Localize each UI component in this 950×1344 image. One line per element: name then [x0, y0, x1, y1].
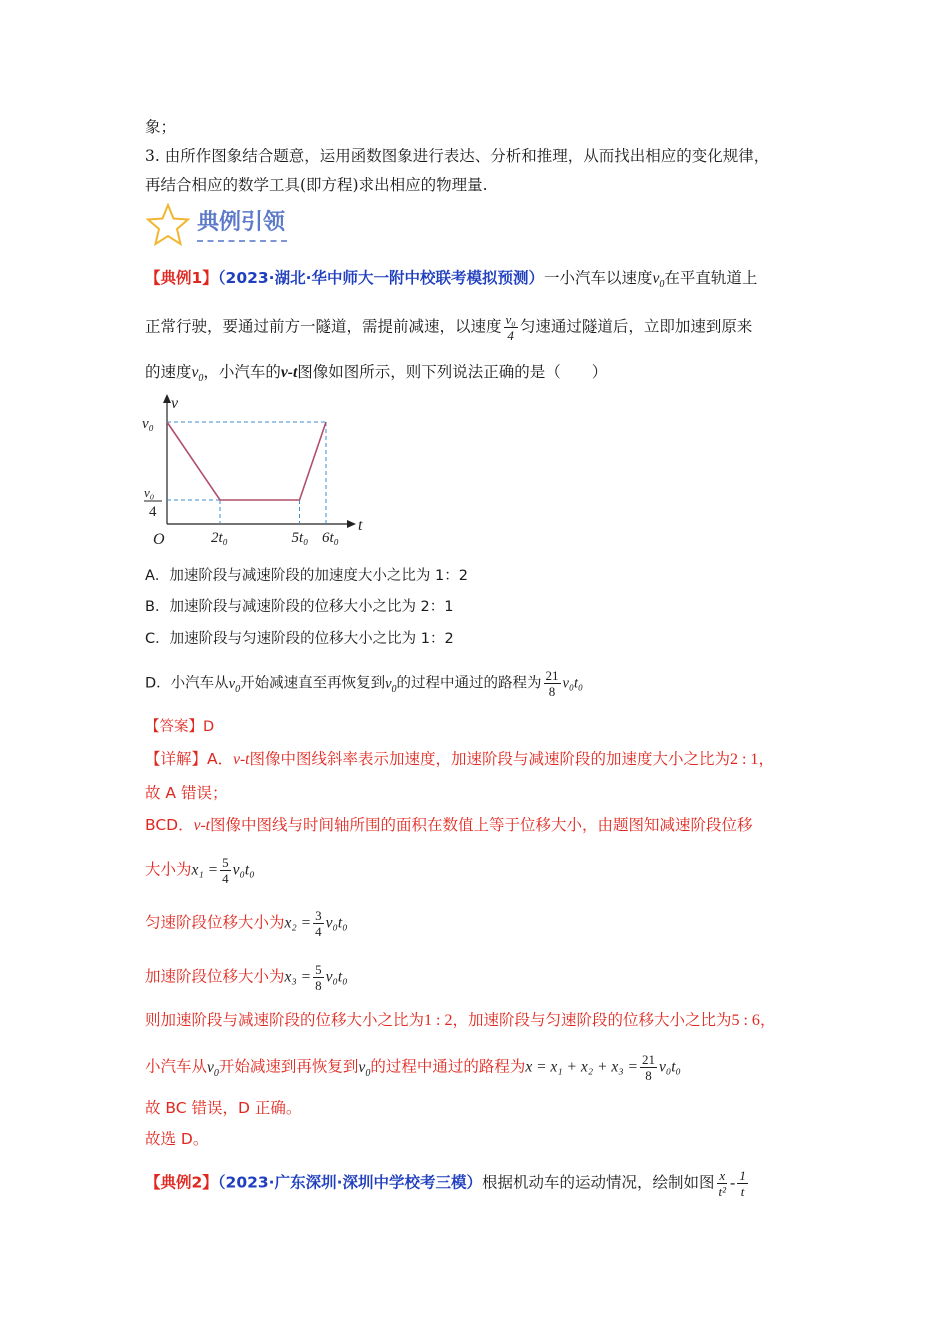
example2-line-1: 【典例2】（2023·广东深圳·深圳中学校考三模）根据机动车的运动情况，绘制如图 $\frac{x}{\text{t²}}$ - $\frac{1}{t}$ [145, 1168, 746, 1199]
example1-line-1 [145, 267, 757, 296]
origin-label: O [153, 531, 165, 548]
vt-chart [140, 392, 370, 552]
detail-line-4: 大小为x₁ = $\frac{5}{4}$ v₀t₀ [145, 855, 255, 886]
example1-line-3: 的速度$v_0$，小汽车的v-t图像如图所示，则下列说法正确的是（ ） [145, 363, 608, 385]
option-b: B．加速阶段与减速阶段的位移大小之比为 2：1 [145, 599, 454, 615]
detail-line-8: 小汽车从$v_0$开始减速到再恢复到$v_0$的过程中通过的路程为x = x₁ + x₂ + x₃ = $\frac{21}{8}$ v₀t₀ [145, 1052, 681, 1083]
detail-line-9: 故 BC 错误，D 正确。 [145, 1099, 302, 1117]
detail-line-6: 加速阶段位移大小为x₃ = $\frac{5}{8}$ v₀t₀ [145, 962, 348, 993]
x-tick-5t0: 5t₀ [291, 530, 309, 546]
section-underline [197, 240, 287, 242]
example1-line2-a: 正常行驶，要通过前方一隧道，需提前减速，以速度 [145, 317, 502, 336]
example2-text: 根据机动车的运动情况，绘制如图 [481, 1173, 715, 1192]
answer-label: 【答案】D [145, 719, 215, 735]
detail-line-1: 【详解】A．v-t图像中图线斜率表示加速度，加速阶段与减速阶段的加速度大小之比为2 : 1， [145, 750, 774, 768]
detail-line-2: 故 A 错误； [145, 784, 228, 802]
detail-line-10: 故选 D。 [145, 1130, 209, 1148]
y-tick-v0-quarter-den: 4 [149, 504, 157, 520]
option-d-b: 开始减速直至再恢复到 [240, 675, 386, 692]
option-d-fraction: $\frac{21}{8}$ [545, 668, 559, 699]
example1-line3-a: 的速度 [145, 363, 192, 381]
option-d: D．小汽车从$v_0$开始减速直至再恢复到$v_0$的过程中通过的路程为 $\frac{21}{8}$ v₀t₀ [145, 668, 584, 699]
v0-sub: 0 [659, 279, 665, 291]
option-d-tail: v₀t₀ [562, 675, 584, 692]
y-tick-v0: v₀ [142, 416, 154, 432]
y-tick-v0-quarter-num: v₀ [144, 485, 155, 500]
v0-over-4-fraction: $\frac{\text{v₀}}{4}$ [505, 312, 516, 343]
example1-text-b: 在平直轨道上 [664, 269, 758, 287]
detail-line-5: 匀速阶段位移大小为x₂ = $\frac{3}{4}$ v₀t₀ [145, 908, 348, 939]
intro-line-1: 象； [145, 118, 177, 136]
x-axis-label: t [358, 517, 363, 534]
option-c: C．加速阶段与匀速阶段的位移大小之比为 1：2 [145, 631, 454, 647]
example1-line2-b: 匀速通过隧道后，立即加速到原来 [519, 317, 753, 336]
x-tick-2t0: 2t₀ [211, 530, 228, 546]
x-axis-arrow [347, 520, 356, 528]
detail-line-3: BCD．v-t图像中图线与时间轴所围的面积在数值上等于位移大小，由题图知减速阶段位移 [145, 816, 753, 834]
option-d-c: 的过程中通过的路程为 [396, 675, 542, 692]
section-title: 典例引领 [197, 210, 286, 235]
example1-line-2 [145, 312, 752, 343]
intro-line-3: 再结合相应的数学工具(即方程)求出相应的物理量. [145, 176, 488, 194]
option-a: A．加速阶段与减速阶段的加速度大小之比为 1：2 [145, 568, 468, 584]
vt-label: v-t [280, 364, 298, 381]
option-d-a: D．小汽车从 [145, 675, 229, 692]
intro-line-2: 3. 由所作图象结合题意，运用函数图象进行表达、分析和推理，从而找出相应的变化规律， [145, 147, 770, 165]
example2-source: （2023·广东深圳·深圳中学校考三模） [217, 1173, 482, 1192]
vt-series-line [167, 422, 326, 500]
v0-symbol: v [652, 270, 660, 287]
y-axis-arrow [163, 394, 171, 403]
star-icon [146, 203, 190, 247]
detail-line-7: 则加速阶段与减速阶段的位移大小之比为1 : 2，加速阶段与匀速阶段的位移大小之比为5 : 6， [145, 1011, 776, 1029]
example1-line3-c: 图像如图所示，则下列说法正确的是（ ） [297, 363, 608, 381]
example1-source: （2023·湖北·华中师大一附中校联考模拟预测） [217, 269, 544, 287]
example2-tag: 【典例2】 [145, 1173, 218, 1192]
y-axis-label: v [171, 395, 179, 412]
detail-tag: 【详解】A． [145, 750, 234, 768]
example1-tag: 【典例1】 [145, 269, 218, 287]
x-tick-6t0: 6t₀ [322, 530, 339, 546]
example1-text-a: 一小汽车以速度 [543, 269, 653, 287]
example1-line3-b: ，小汽车的 [203, 363, 281, 381]
